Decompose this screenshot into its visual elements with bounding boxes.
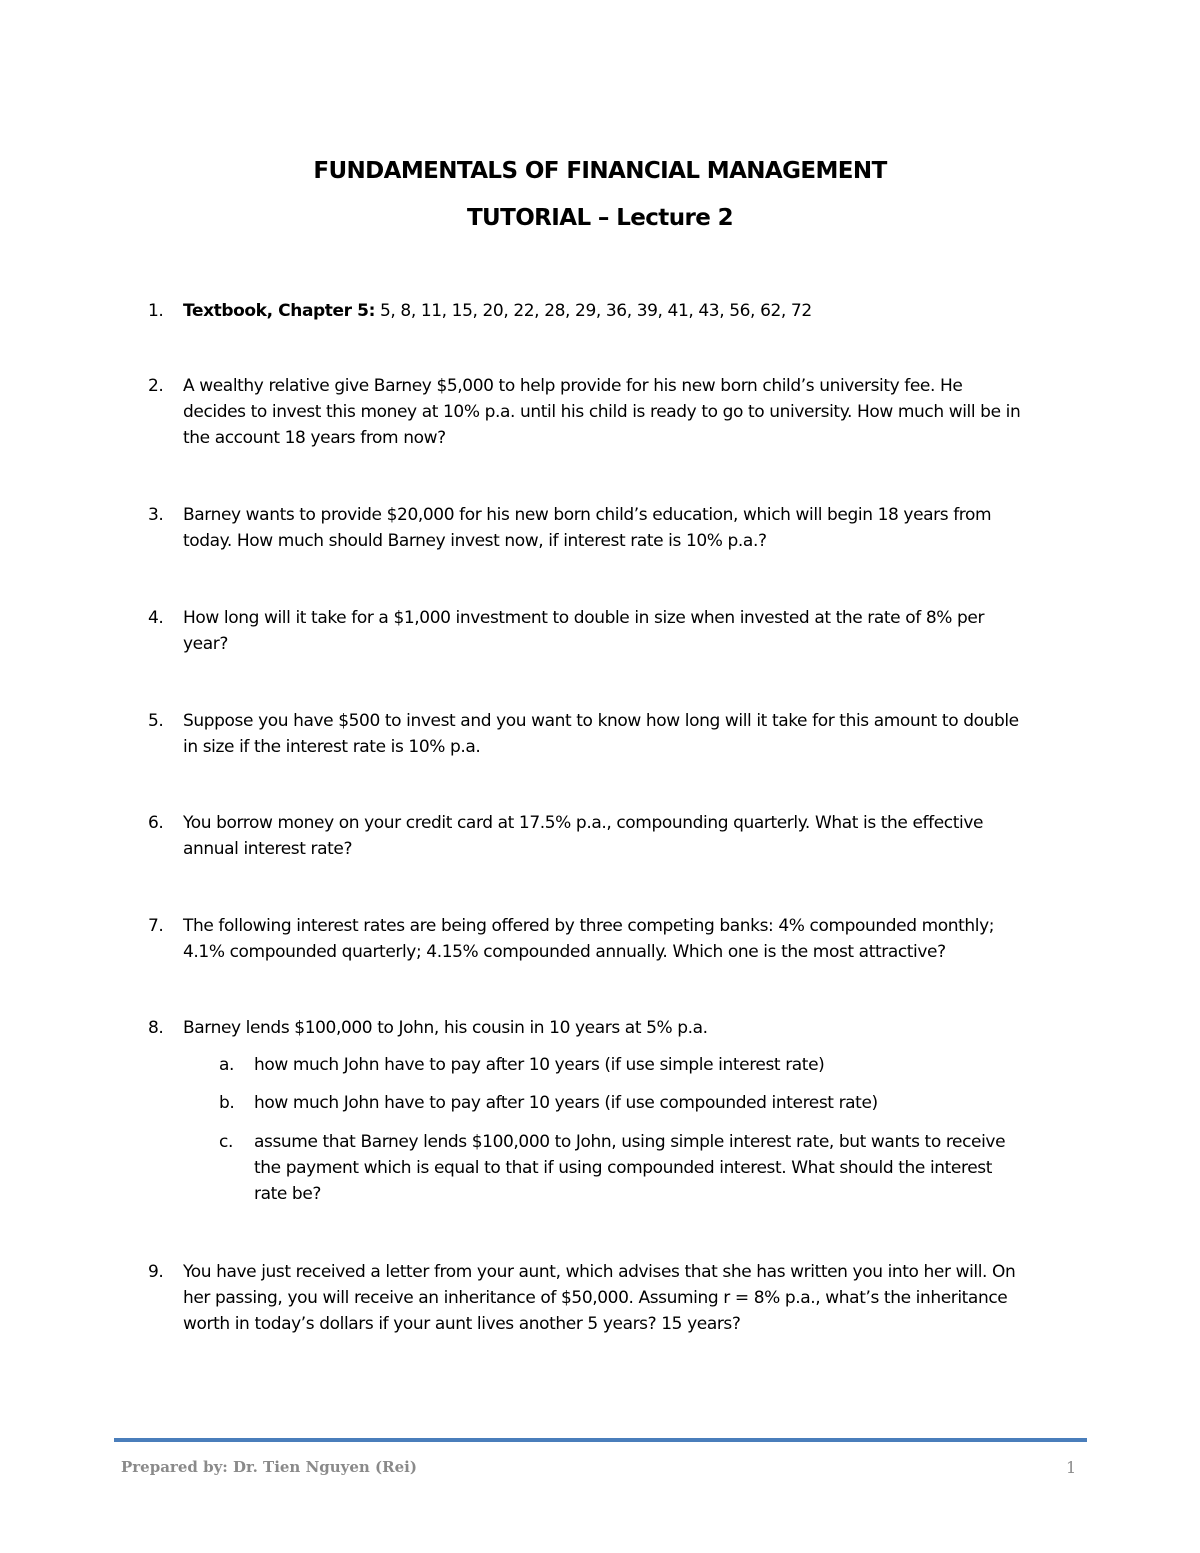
question-text	[183, 298, 1088, 324]
document-subtitle: TUTORIAL – Lecture 2	[466, 205, 734, 231]
question-text: A wealthy relative give Barney $5,000 to help provide for his new born child’s university fee. He decides to invest this money at 10% p.a. until his child is ready to go to university. How much will be in the account 18 years from now?	[183, 376, 1021, 448]
sub-question-label: a.	[219, 1055, 235, 1075]
question-bold-lead: Textbook, Chapter 5:	[183, 301, 375, 321]
question-number: 6.	[148, 813, 164, 833]
question-number: 7.	[148, 916, 164, 936]
question-text: Barney lends $100,000 to John, his cousin in 10 years at 5% p.a.	[183, 1018, 708, 1038]
question-number: 4.	[148, 608, 164, 628]
question-number: 3.	[148, 505, 164, 525]
document-title: FUNDAMENTALS OF FINANCIAL MANAGEMENT	[313, 158, 887, 184]
question-text: How long will it take for a $1,000 investment to double in size when invested at the rate of 8% per year?	[183, 608, 985, 654]
question-text: You have just received a letter from your aunt, which advises that she has written you into her will. On her passing, you will receive an inheritance of $50,000. Assuming r = 8% p.a., what’s the inheritance worth in today’s dollars if your aunt lives another 5 years? 15 years?	[183, 1262, 1016, 1334]
page-number: 1	[1066, 1458, 1077, 1477]
question-number: 2.	[148, 376, 164, 396]
question-text: The following interest rates are being offered by three competing banks: 4% compounded monthly; 4.1% compounded quarterly; 4.15% compounded annually. Which one is the most attractive?	[183, 916, 995, 962]
sub-question-label: b.	[219, 1093, 235, 1113]
sub-question-text: assume that Barney lends $100,000 to John, using simple interest rate, but wants to receive the payment which is equal to that if using compounded interest. What should the interest rate be?	[254, 1132, 1006, 1204]
sub-question-text: how much John have to pay after 10 years (if use compounded interest rate)	[254, 1093, 878, 1113]
question-number: 9.	[148, 1262, 164, 1282]
question-number: 1.	[148, 301, 164, 321]
sub-question-text: how much John have to pay after 10 years (if use simple interest rate)	[254, 1055, 825, 1075]
question-text: Barney wants to provide $20,000 for his new born child’s education, which will begin 18 years from today. How much should Barney invest now, if interest rate is 10% p.a.?	[183, 505, 992, 551]
question-text: You borrow money on your credit card at 17.5% p.a., compounding quarterly. What is the effective annual interest rate?	[183, 813, 984, 859]
footer-rule	[114, 1438, 1087, 1442]
question-text: Suppose you have $500 to invest and you want to know how long will it take for this amount to double in size if the interest rate is 10% p.a.	[183, 711, 1019, 757]
question-body: 5, 8, 11, 15, 20, 22, 28, 29, 36, 39, 41, 43, 56, 62, 72	[374, 301, 812, 321]
question-number: 5.	[148, 711, 164, 731]
footer-prepared-by: Prepared by: Dr. Tien Nguyen (Rei)	[121, 1458, 417, 1476]
sub-question-label: c.	[219, 1132, 233, 1152]
question-number: 8.	[148, 1018, 164, 1038]
